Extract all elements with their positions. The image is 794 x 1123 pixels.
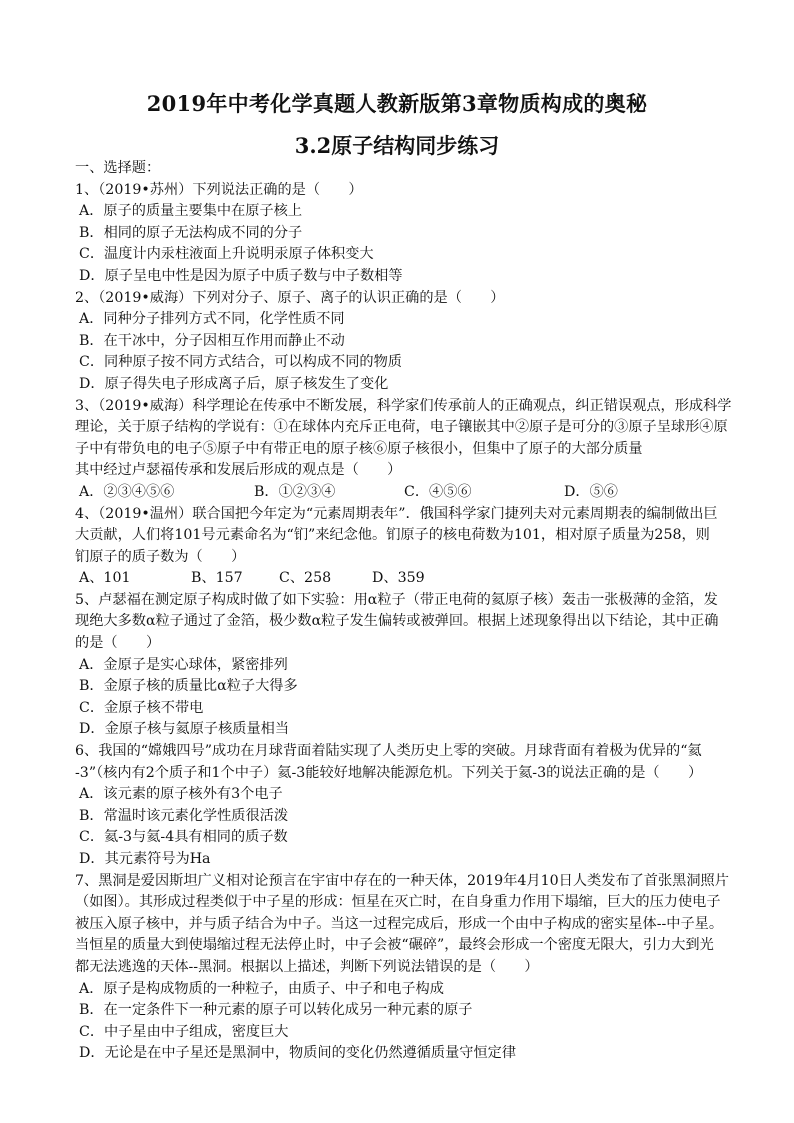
question-6-stem-line: 6、我国的“嫦娥四号”成功在月球背面着陆实现了人类历史上零的突破。月球背面有着极为优异的“氦 — [75, 743, 702, 760]
question-6-option-b: B．常温时该元素化学性质很活泼 — [79, 807, 289, 824]
question-4-option-d: D、359 — [372, 570, 425, 587]
document-subtitle: 3.2原子结构同步练习 — [294, 133, 500, 158]
question-3-stem-line: 其中经过卢瑟福传承和发展后形成的观点是（ ） — [75, 462, 402, 479]
question-7-option-d: D．无论是在中子星还是黑洞中，物质间的变化仍然遵循质量守恒定律 — [79, 1045, 517, 1062]
question-7-stem-line: 当恒星的质量大到使塌缩过程无法停止时，中子会被“碾碎”，最终会形成一个密度无限大，引力大到光 — [75, 937, 714, 954]
document-title: 2019年中考化学真题人教新版第3章物质构成的奥秘 — [146, 91, 648, 116]
question-5-option-a: A．金原子是实心球体，紧密排列 — [79, 656, 288, 673]
question-4-option-b: B、157 — [191, 570, 243, 587]
question-4-stem-line: 钔原子的质子数为（ ） — [75, 548, 246, 565]
question-5-option-d: D．金原子核与氦原子核质量相当 — [79, 721, 290, 738]
question-3-option-b: B．①②③④ — [254, 483, 336, 500]
question-2-option-b: B．在干冰中，分子因相互作用而静止不动 — [79, 332, 345, 349]
question-4-options — [75, 568, 725, 590]
question-1-option-d: D．原子呈电中性是因为原子中质子数与中子数相等 — [79, 267, 403, 284]
question-4-option-c: C、258 — [279, 570, 332, 587]
question-1-option-b: B．相同的原子无法构成不同的分子 — [79, 224, 303, 241]
question-1-option-a: A．原子的质量主要集中在原子核上 — [79, 203, 303, 220]
question-5-stem-line: 现绝大多数α粒子通过了金箔，极少数α粒子发生偏转或被弹回。根据上述现象得出以下结论，其中正确 — [75, 613, 719, 630]
question-1-stem: 1、（2019•苏州）下列说法正确的是（ ） — [75, 181, 363, 198]
question-2-option-c: C．同种原子按不同方式结合，可以构成不同的物质 — [79, 354, 402, 371]
question-7-option-b: B．在一定条件下一种元素的原子可以转化成另一种元素的原子 — [79, 1002, 473, 1019]
question-2-stem: 2、（2019•威海）下列对分子、原子、离子的认识正确的是（ ） — [75, 289, 505, 306]
question-4-stem-line: 大贡献，人们将101号元素命名为“钔”来纪念他。钔原子的核电荷数为101，相对原子质量为258，则 — [75, 527, 710, 544]
question-3-stem-line: 理论，关于原子结构的学说有：①在球体内充斥正电荷，电子镶嵌其中②原子是可分的③原子呈球形④原 — [75, 419, 728, 436]
question-5-option-c: C．金原子核不带电 — [79, 699, 204, 716]
question-3-options — [75, 482, 725, 504]
question-6-option-d: D．其元素符号为Ha — [79, 851, 211, 867]
question-4-option-a: A、101 — [79, 570, 131, 587]
question-2-option-d: D．原子得失电子形成离子后，原子核发生了变化 — [79, 375, 389, 392]
question-3-stem-line: 3、（2019•威海）科学理论在传承中不断发展，科学家们传承前人的正确观点，纠正错误观点，形成科学 — [75, 397, 732, 414]
question-5-option-b: B．金原子核的质量比α粒子大得多 — [79, 678, 298, 695]
document-body — [75, 158, 732, 1065]
question-7-stem-line: 都无法逃逸的天体--黑洞。根据以上描述，判断下列说法错误的是（ ） — [75, 958, 539, 975]
question-2-option-a: A．同种分子排列方式不同，化学性质不同 — [79, 311, 345, 328]
question-3-option-c: C．④⑤⑥ — [404, 483, 472, 500]
section-heading: 一、选择题： — [75, 160, 161, 176]
question-7-stem-line: 7、黑洞是爱因斯坦广义相对论预言在宇宙中存在的一种天体，2019年4月10日人类发布了首张黑洞照片 — [75, 872, 729, 889]
question-4-stem-line: 4、（2019•温州）联合国把今年定为“元素周期表年”．俄国科学家门捷列夫对元素周期表的编制做出巨 — [75, 505, 718, 522]
question-6-option-a: A．该元素的原子核外有3个电子 — [79, 786, 283, 803]
question-6-option-c: C．氦-3与氦-4具有相同的质子数 — [79, 829, 288, 846]
question-3-option-d: D．⑤⑥ — [564, 483, 618, 500]
question-6-stem-line: -3”（核内有2个质子和1个中子）氦-3能较好地解决能源危机。下列关于氦-3的说法正确的是（ ） — [75, 764, 703, 781]
question-7-stem-line: （如图）。其形成过程类似于中子星的形成：恒星在灭亡时，在自身重力作用下塌缩，巨大的压力使电子 — [75, 894, 721, 911]
question-3-stem-line: 子中有带负电的电子⑤原子中有带正电的原子核⑥原子核很小，但集中了原子的大部分质量 — [75, 440, 643, 457]
question-7-option-c: C．中子星由中子组成，密度巨大 — [79, 1023, 289, 1040]
question-5-stem-line: 的是（ ） — [75, 635, 161, 652]
question-7-option-a: A．原子是构成物质的一种粒子，由质子、中子和电子构成 — [79, 980, 444, 997]
question-5-stem-line: 5、卢瑟福在测定原子构成时做了如下实验：用α粒子（带正电荷的氦原子核）轰击一张极薄的金箔，发 — [75, 591, 718, 608]
question-3-option-a: A．②③④⑤⑥ — [79, 483, 175, 500]
question-7-stem-line: 被压入原子核中，并与质子结合为中子。当这一过程完成后，形成一个由中子构成的密实星体--中子星。 — [75, 915, 724, 932]
question-1-option-c: C．温度计内汞柱液面上升说明汞原子体积变大 — [79, 246, 374, 263]
